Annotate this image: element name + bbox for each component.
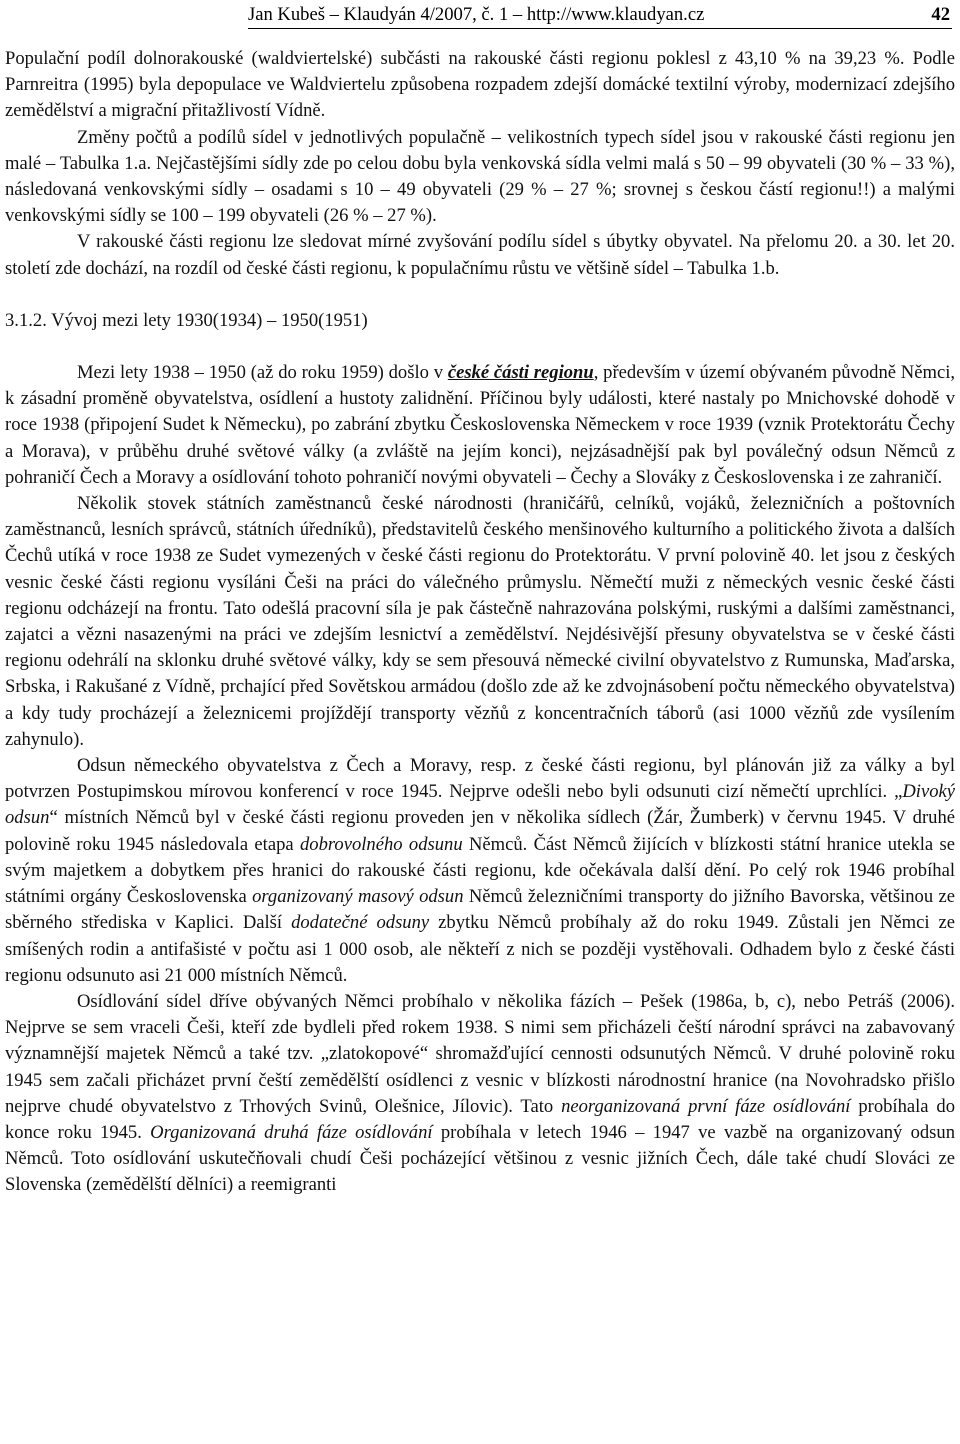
- running-head-text: Jan Kubeš – Klaudyán 4/2007, č. 1 – http://www.klaudyan.cz: [248, 4, 705, 25]
- text-run: Mezi lety 1938 – 1950 (až do roku 1959) došlo v: [77, 362, 448, 384]
- text-run: Odsun německého obyvatelstva z Čech a Moravy, resp. z české části regionu, byl plánován již za války a byl potvrzen Postupimskou mírovou konferencí v roce 1945. Nejprve odešli nebo byli odsunuti cizí němečtí uprchlíci. „: [5, 755, 955, 803]
- emphasis-voluntary-expulsion: dobrovolného odsunu: [299, 833, 463, 855]
- text-run: , především v území obývaném původně Němci, k zásadní proměně obyvatelstva, osídlení a hustoty zalidnění. Příčinou byly události, které nastaly po Mnichovské dohodě v roce 1938 (připojení Sudet k Německu), po zabrání zbytku Československa Německem v roce 1939 (vznik Protektorátu Čechy a Morava), v průběhu druhé světové války (a zvláště na jejím konci), nejzásadnější pak byl poválečný odsun Němců z pohraničí Čech a Moravy a osídlování tohoto pohraničí novými obyvateli – Čechy a Slováky z Československa i ze zahraničí.: [5, 362, 956, 488]
- text-run: Němců. Část Němců žijících v blízkosti státní hranice utekla se svým majetkem a dobytkem přes hranici do rakouské části regionu, kde očekávala další dění. Po celý rok 1946 probíhal státními orgány Československa: [5, 833, 955, 908]
- paragraph-expulsion: [5, 753, 955, 989]
- paragraph-austrian-growth: V rakouské části regionu lze sledovat mírné zvyšování podílu sídel s úbytky obyvatel. Na přelomu 20. a 30. let 20. století zde dochází, na rozdíl od české části regionu, k populačnímu růstu ve většině sídel – Tabulka 1.b.: [5, 231, 955, 279]
- emphasis-second-phase: Organizovaná druhá fáze osídlování: [150, 1121, 433, 1143]
- running-header: [248, 2, 952, 29]
- emphasis-first-phase: neorganizovaná první fáze osídlování: [561, 1095, 851, 1117]
- paragraph-population-share: Populační podíl dolnorakouské (waldviertelské) subčásti na rakouské části regionu poklesl z 43,10 % na 39,23 %. Podle Parnreitra (1995) byla depopulace ve Waldviertelu způsobena rozpadem zdejší domácké textilní výroby, modernizací zdejšího zemědělství a migrační přitažlivostí Vídně.: [5, 48, 955, 122]
- text-run: “ místních Němců byl v české části regionu proveden jen v několika sídlech (Žár, Žumberk) v červnu 1945. V druhé polovině roku 1945 následovala etapa: [5, 807, 955, 855]
- text-run: Osídlování sídel dříve obývaných Němci probíhalo v několika fázích – Pešek (1986a, b, c), nebo Petráš (2006). Nejprve se sem vraceli Češi, kteří zde bydleli před rokem 1938. S nimi sem přicházeli čeští národní správci na zabavovaný významnější majetek Němců a také tzv. „zlatokopové“ shromažďující cennosti odsunutých Němců. V druhé polovině roku 1945 sem začali přicházet první čeští zemědělští osídlenci z vesnic v blízkosti národnostní hranice (na Novohradsko přišlo nejprve chudé obyvatelstvo z Trhových Svinů, Olešnice, Jílovic). Tato: [5, 990, 955, 1117]
- spacer: [5, 334, 955, 360]
- emphasis-organized-expulsion: organizovaný masový odsun: [252, 886, 464, 908]
- section-heading: 3.1.2. Vývoj mezi lety 1930(1934) – 1950(1951): [5, 309, 368, 331]
- document-body: [5, 46, 955, 1199]
- text-run: probíhala do konce roku 1945.: [5, 1095, 956, 1143]
- text-run: Němců železničními transporty do jižního Bavorska, většinou ze sběrného střediska v Kaplici. Další: [5, 886, 955, 934]
- emphasis-czech-part: české části regionu: [447, 362, 594, 384]
- text-run: zbytku Němců probíhaly až do roku 1949. Zůstali jen Němci ze smíšených rodin a antifašisté v počtu asi 1 000 osob, ale někteří z nich se později vystěhovali. Odhadem bylo z české části regionu odsunuto asi 21 000 místních Němců.: [5, 912, 956, 986]
- paragraph-resettlement: [5, 989, 955, 1199]
- paragraph-movements: Několik stovek státních zaměstnanců české národnosti (hraničářů, celníků, vojáků, železničních a poštovních zaměstnanců, lesních správců, státních úředníků), představitelů českého menšinového kulturního a politického života a dalších Čechů utíká v roce 1938 ze Sudet vymezených v české části regionu do Protektorátu. V první polovině 40. let jsou z českých vesnic české části regionu vysíláni Češi na práci do válečného průmyslu. Němečtí muži z německých vesnic české části regionu odcházejí na frontu. Tato odešlá pracovní síla je pak částečně nahrazována polskými, ruskými a dalšími zaměstnanci, zajatci a vězni nasazenými na práci ve zdejším lesnictví a zemědělství. Nejdésivější přesuny obyvatelstva se v české části regionu odehrálí na sklonku druhé světové války, kdy se sem přesouvá německé civilní obyvatelstvo z Rumunska, Maďarska, Srbska, i Rakušané z Vídně, prchající před Sovětskou armádou (došlo zde až ke zdvojnásobení počtu německého obyvatelstva) a kdy tudy procházejí a železnicemi projíždějí transporty vězňů z koncentračních táborů (asi 1000 vězňů zde vysílením zahynulo).: [5, 493, 955, 750]
- spacer: [5, 282, 955, 308]
- emphasis-wild-expulsion: Divoký odsun: [5, 781, 955, 829]
- text-run: probíhala v letech 1946 – 1947 ve vazbě na organizovaný odsun Němců. Toto osídlování uskutečňovali chudí Češi pocházející většinou z vesnic jižních Čech, dále také chudí Slováci ze Slovenska (zemědělští dělníci) a reemigranti: [5, 1121, 955, 1196]
- paragraph-transformation: [5, 360, 955, 491]
- page-number: 42: [931, 4, 950, 25]
- emphasis-additional-expulsions: dodatečné odsuny: [291, 912, 430, 934]
- paragraph-settlement-changes: Změny počtů a podílů sídel v jednotlivých populačně – velikostních typech sídel jsou v rakouské části regionu jen malé – Tabulka 1.a. Nejčastějšími sídly zde po celou dobu byla venkovská sídla velmi malá s 50 – 99 obyvateli (30 % – 33 %), následovaná venkovskými sídly – osadami s 10 – 49 obyvateli (29 % – 27 %; srovnej s českou částí regionu!!) a malými venkovskými sídly se 100 – 199 obyvateli (26 % – 27 %).: [5, 126, 955, 227]
